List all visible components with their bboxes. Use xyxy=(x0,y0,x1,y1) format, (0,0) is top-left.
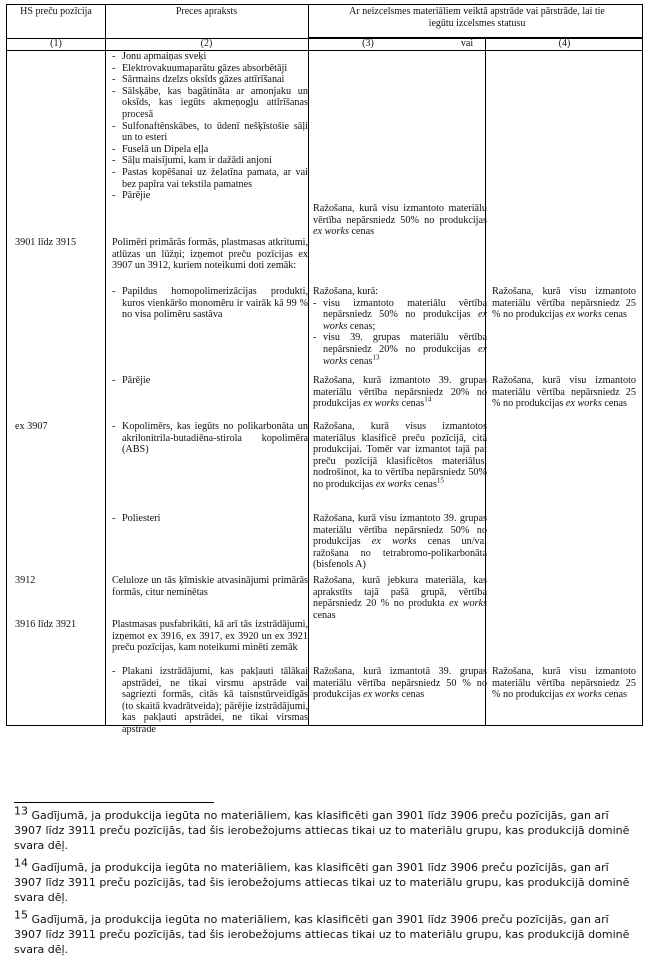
header-hs: HS preču pozīcija xyxy=(20,6,92,17)
list-item: - Pārējie xyxy=(112,375,308,387)
rule-text: Ražošana, kurā: - visu izmantoto materiālu vērtība nepārsniedz 50% no produkcijas ex works cenas; - visu 39. grupas materiālu vērtība nepārsniedz 20% no produkcijas ex works cenas$^{13}$ xyxy=(313,286,487,367)
hs-code: 3916 līdz 3921 xyxy=(15,619,77,630)
list-item: - Plakani izstrādājumi, kas pakļauti tālākai apstrādei, ne tikai virsmu apstrāde vai sagriezti formās, citās kā taisnstūrveidīgās (to skaitā kvadrātveida); pārējie izstrādājumi, kas pakļauti apstrādei, ne tikai virsmas apstrāde xyxy=(112,666,308,736)
list-item: - Fuselā un Dipela eļļa xyxy=(112,144,308,156)
hs-code: 3912 xyxy=(15,575,36,586)
header-num-2: (2) xyxy=(200,38,213,49)
header-vai: vai xyxy=(460,38,474,49)
footnote: $^{14}$ Gadījumā, ja produkcija iegūta no materiāliem, kas klasificēti gan 3901 līdz 3906 preču pozīcijās, gan arī 3907 līdz 3911 preču pozīcijās, tad šis ierobežojums attiecas tikai uz to materiālu grupu, kas produkcijā dominē svara dēļ. xyxy=(14,856,630,904)
footnote-ref[interactable]: 14 xyxy=(424,395,432,404)
sub-description xyxy=(112,286,308,321)
footnote: $^{15}$ Gadījumā, ja produkcija iegūta no materiāliem, kas klasificēti gan 3901 līdz 3906 preču pozīcijās, gan arī 3907 līdz 3911 preču pozīcijās, tad šis ierobežojums attiecas tikai uz to materiālu grupu, kas produkcijā dominē svara dēļ. xyxy=(14,908,630,956)
header-num-4: (4) xyxy=(558,38,571,49)
rule-text: Ražošana, kurā izmantotā 39. grupas materiālu vērtība nepārsniedz 50 % no produkcijas ex works cenas xyxy=(313,666,487,701)
rule-text-alt: Ražošana, kurā visu izmantoto materiālu vērtība nepārsniedz 25 % no produkcijas ex works cenas xyxy=(492,286,636,321)
footnote: $^{13}$ Gadījumā, ja produkcija iegūta no materiāliem, kas klasificēti gan 3901 līdz 3906 preču pozīcijās, gan arī 3907 līdz 3911 preču pozīcijās, tad šis ierobežojums attiecas tikai uz to materiālu grupu, kas produkcijā dominē svara dēļ. xyxy=(14,804,630,852)
hs-code: 3901 līdz 3915 xyxy=(15,237,77,248)
footnote-ref[interactable]: 15 xyxy=(436,476,444,485)
footnote-ref[interactable]: 13 xyxy=(372,353,380,362)
rule-text-alt: Ražošana, kurā visu izmantoto materiālu vērtība nepārsniedz 25 % no produkcijas ex works cenas xyxy=(492,666,636,701)
list-item: - Elektrovakuumaparātu gāzes absorbētāji xyxy=(112,63,308,75)
rule-text: Ražošana, kurā jebkura materiāla, kas aprakstīts tajā pašā grupā, vērtība nepārsniedz 20 % no produkta ex works cenas xyxy=(313,575,487,621)
list-item: - Poliesteri xyxy=(112,513,308,525)
list-item: - Jonu apmaiņas sveķi xyxy=(112,51,308,63)
sub-description xyxy=(112,513,308,525)
rule-text-alt: Ražošana, kurā visu izmantoto materiālu vērtība nepārsniedz 25 % no produkcijas ex works cenas xyxy=(492,375,636,410)
footnote-number: 13 xyxy=(14,804,28,818)
header-num-3: (3) xyxy=(362,38,374,49)
list-item: - Kopolimērs, kas iegūts no polikarbonāta un akrilonitrila-butadiēna-stirola kopolimēra (ABS) xyxy=(112,421,308,456)
list-item: - Sāļu maisījumi, kam ir dažādi anjoni xyxy=(112,155,308,167)
rule-text: Ražošana, kurā visu izmantoto materiālu vērtība nepārsniedz 50% no produkcijas ex works cenas xyxy=(313,203,487,238)
col-divider xyxy=(308,5,309,725)
header-num-1: (1) xyxy=(50,38,62,49)
list-item: - Pastas kopēšanai uz želatīna pamata, ar vai bez papīra vai tekstila pamatnes xyxy=(112,167,308,190)
header-divider xyxy=(7,50,642,51)
rule-text: Ražošana, kurā visus izmantotos materiālus klasificē preču pozīcijā, citā produkcijai. Tomēr var izmantot tajā pat preču pozīcijā klasificētos materiālus, nodrošinot, ka to vērtība nepārsniedz 50% no produkcijas ex works cenas$^{15}$ xyxy=(313,421,487,490)
footnote-number: 14 xyxy=(14,856,28,870)
rule-text: Ražošana, kurā izmantoto 39. grupas materiālu vērtība nepārsniedz 20% no produkcijas ex works cenas$^{14}$ xyxy=(313,375,487,410)
rules-table xyxy=(6,4,643,735)
description: Celuloze un tās ķīmiskie atvasinājumi primārās formās, citur neminētas xyxy=(112,575,308,598)
sub-description xyxy=(112,375,308,387)
list-item: - Pārējie xyxy=(112,190,308,202)
description: Plastmasas pusfabrikāti, kā arī tās izstrādājumi, izņemot ex 3916, ex 3917, ex 3920 un ex 3921 preču pozīcijas, kam noteikumi minēti zemāk xyxy=(112,619,308,654)
list-item: - Sālsķābe, kas bagātināta ar amonjaku un oksīds, kas iegūts akmeņogļu attīrīšanas procesā xyxy=(112,86,308,121)
description: Polimēri primārās formās, plastmasas atkritumi, atlūzas un lūžņi; izņemot preču pozīcijas ex 3907 un 3912, kuriem noteikumi doti zemāk: xyxy=(112,237,308,272)
rule-text: Ražošana, kurā visu izmantoto 39. grupas materiālu vērtība nepārsniedz 50% no produkcijas ex works cenas un/vai ražošana no tetrabromo-polikarbonāta (bisfenols A) xyxy=(313,513,488,571)
header-description: Preces apraksts xyxy=(175,6,238,17)
list-item: - Sārmains dzelzs oksīds gāzes attīrīšanai xyxy=(112,74,308,86)
hs-code: ex 3907 xyxy=(15,421,48,432)
sub-description xyxy=(112,421,308,456)
list-item: - Sulfonaftēnskābes, to ūdenī nešķīstošie sāļi un to esteri xyxy=(112,121,308,144)
misc-products-list xyxy=(112,51,308,202)
footnote-separator xyxy=(14,802,214,803)
header-processing: Ar neizcelsmes materiāliem veiktā apstrāde vai pārstrāde, lai tie iegūtu izcelsmes statusu xyxy=(349,6,605,29)
footnote-number: 15 xyxy=(14,908,28,922)
list-item: - Papildus homopolimerizācijas produkti, kuros vienkāršo monomēru ir vairāk kā 99 % no visa polimēru sastāva xyxy=(112,286,308,321)
col-divider xyxy=(105,5,106,725)
sub-description xyxy=(112,666,308,736)
